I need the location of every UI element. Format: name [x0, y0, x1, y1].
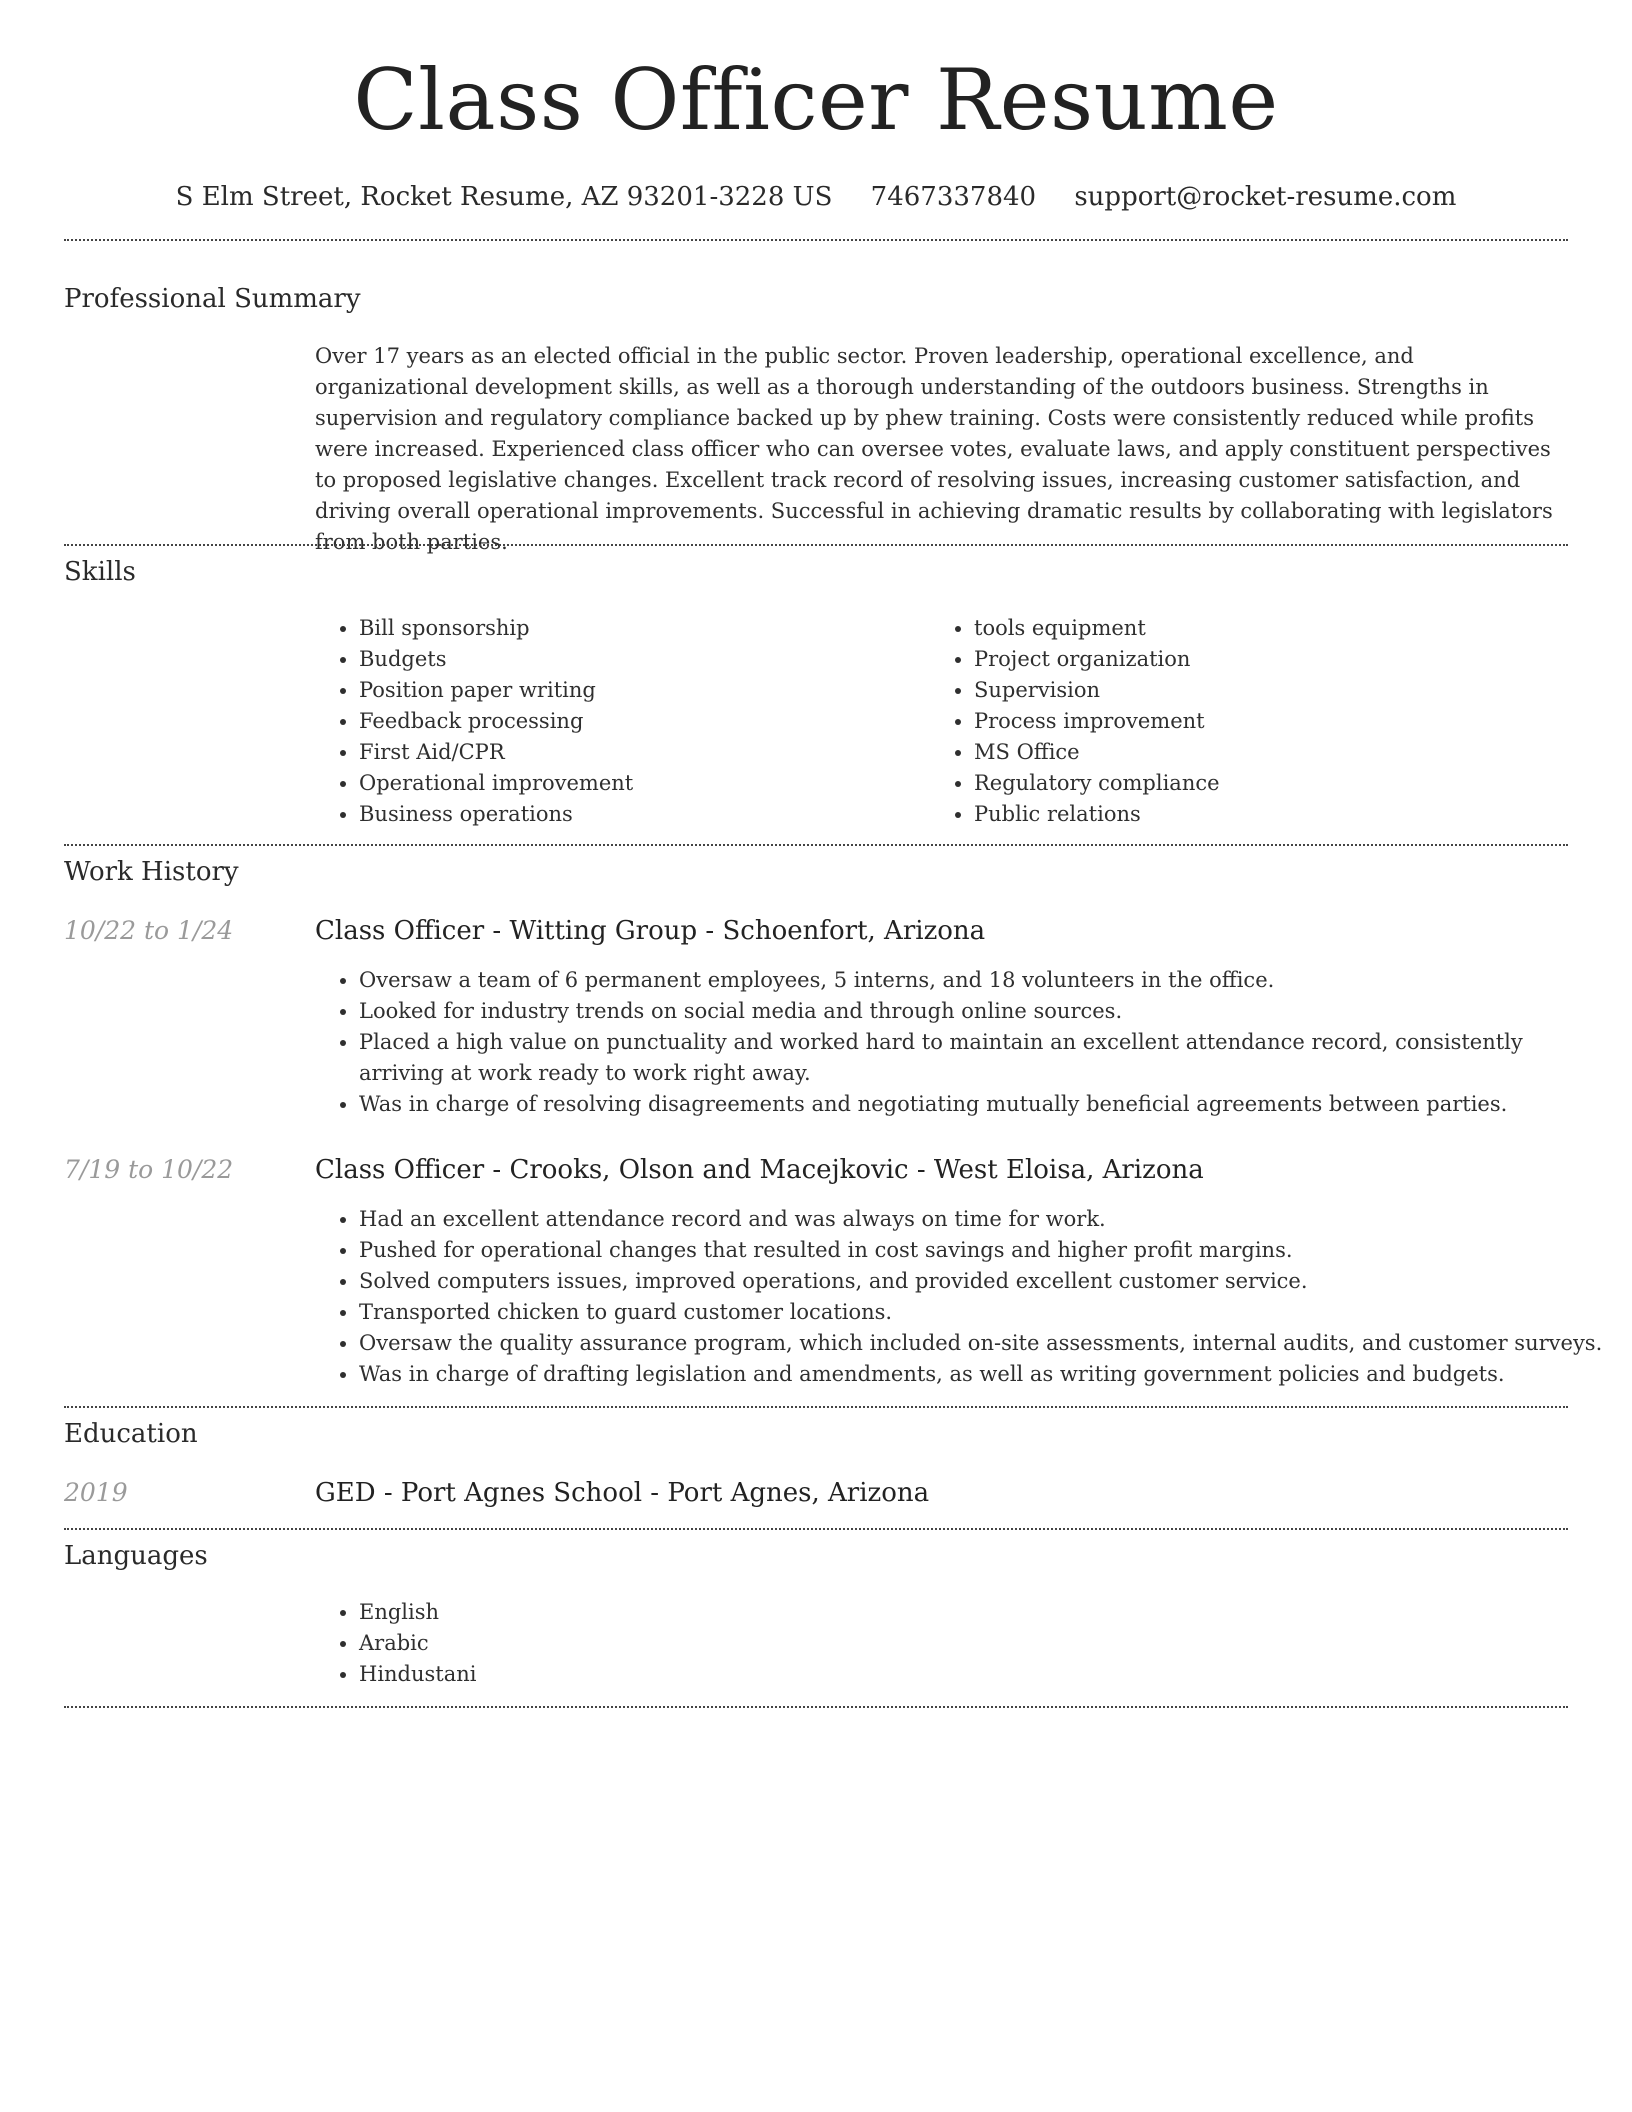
- divider: [64, 544, 1568, 546]
- divider: [64, 239, 1568, 241]
- job-bullets: [315, 1204, 1609, 1390]
- list-item: • Had an excellent attendance record and was always on time for work.: [359, 1204, 1609, 1235]
- divider: [64, 1406, 1568, 1408]
- contact-email: support@rocket-resume.com: [1074, 182, 1457, 212]
- list-item: • Process improvement: [974, 706, 1574, 737]
- list-item: • Pushed for operational changes that resulted in cost savings and higher profit margins.: [359, 1235, 1609, 1266]
- divider: [64, 1528, 1568, 1530]
- list-item: • Oversaw the quality assurance program, which included on-site assessments, internal audits, and customer surveys.: [359, 1328, 1609, 1359]
- list-item: • Supervision: [974, 675, 1574, 706]
- list-item: • Public relations: [974, 799, 1574, 830]
- list-item: • Operational improvement: [359, 768, 919, 799]
- job-bullets: [315, 965, 1609, 1120]
- resume-title: Class Officer Resume: [353, 51, 1279, 149]
- job-dates: 7/19 to 10/22: [64, 1155, 234, 1184]
- list-item: • Was in charge of resolving disagreements and negotiating mutually beneficial agreements between parties.: [359, 1089, 1609, 1120]
- list-item: • Feedback processing: [359, 706, 919, 737]
- contact-phone: 7467337840: [870, 182, 1037, 212]
- list-item: • Regulatory compliance: [974, 768, 1574, 799]
- contact-line: [0, 180, 1632, 214]
- job-dates: 10/22 to 1/24: [64, 916, 234, 945]
- list-item: • Bill sponsorship: [359, 613, 919, 644]
- list-item: • Arabic: [359, 1628, 959, 1659]
- list-item: • Looked for industry trends on social media and through online sources.: [359, 996, 1609, 1027]
- languages-list: [315, 1597, 959, 1690]
- summary-text: Over 17 years as an elected official in the public sector. Proven leadership, operational excellence, and organizational development skills, as well as a thorough understanding of the outdoors business. Strengths in supervision and regulatory compliance backed up by phew training. Costs were consistently reduced while profits were increased. Experienced class officer who can oversee votes, evaluate laws, and apply constituent perspectives to proposed legislative changes. Excellent track record of resolving issues, increasing customer satisfaction, and driving overall operational improvements. Successful in achieving dramatic results by collaborating with legislators from both parties.: [315, 344, 1553, 554]
- education-year: 2019: [64, 1478, 128, 1507]
- section-title-summary: Professional Summary: [64, 284, 361, 314]
- list-item: • Oversaw a team of 6 permanent employees, 5 interns, and 18 volunteers in the office.: [359, 965, 1609, 996]
- resume-header: [0, 0, 1632, 214]
- list-item: • Business operations: [359, 799, 919, 830]
- job-heading: Class Officer - Crooks, Olson and Macejkovic - West Eloisa, Arizona: [315, 1155, 1204, 1185]
- skills-list-left: [315, 613, 919, 830]
- list-item: • Was in charge of drafting legislation and amendments, as well as writing government policies and budgets.: [359, 1359, 1609, 1390]
- list-item: • Hindustani: [359, 1659, 959, 1690]
- section-title-education: Education: [64, 1419, 198, 1449]
- list-item: • tools equipment: [974, 613, 1574, 644]
- list-item: • Transported chicken to guard customer locations.: [359, 1297, 1609, 1328]
- contact-address: S Elm Street, Rocket Resume, AZ 93201-3228 US: [175, 182, 833, 212]
- list-item: • Project organization: [974, 644, 1574, 675]
- list-item: • First Aid/CPR: [359, 737, 919, 768]
- list-item: • Position paper writing: [359, 675, 919, 706]
- section-title-skills: Skills: [64, 557, 136, 587]
- list-item: • Solved computers issues, improved operations, and provided excellent customer service.: [359, 1266, 1609, 1297]
- section-title-work: Work History: [64, 857, 239, 887]
- list-item: • MS Office: [974, 737, 1574, 768]
- skills-list-right: [930, 613, 1574, 830]
- list-item: • Placed a high value on punctuality and worked hard to maintain an excellent attendance record, consistently arriving at work ready to work right away.: [359, 1027, 1609, 1089]
- divider: [64, 844, 1568, 846]
- list-item: • English: [359, 1597, 959, 1628]
- divider: [64, 1706, 1568, 1708]
- education-entry: GED - Port Agnes School - Port Agnes, Arizona: [315, 1478, 930, 1508]
- section-title-languages: Languages: [64, 1541, 208, 1571]
- list-item: • Budgets: [359, 644, 919, 675]
- job-heading: Class Officer - Witting Group - Schoenfort, Arizona: [315, 916, 986, 946]
